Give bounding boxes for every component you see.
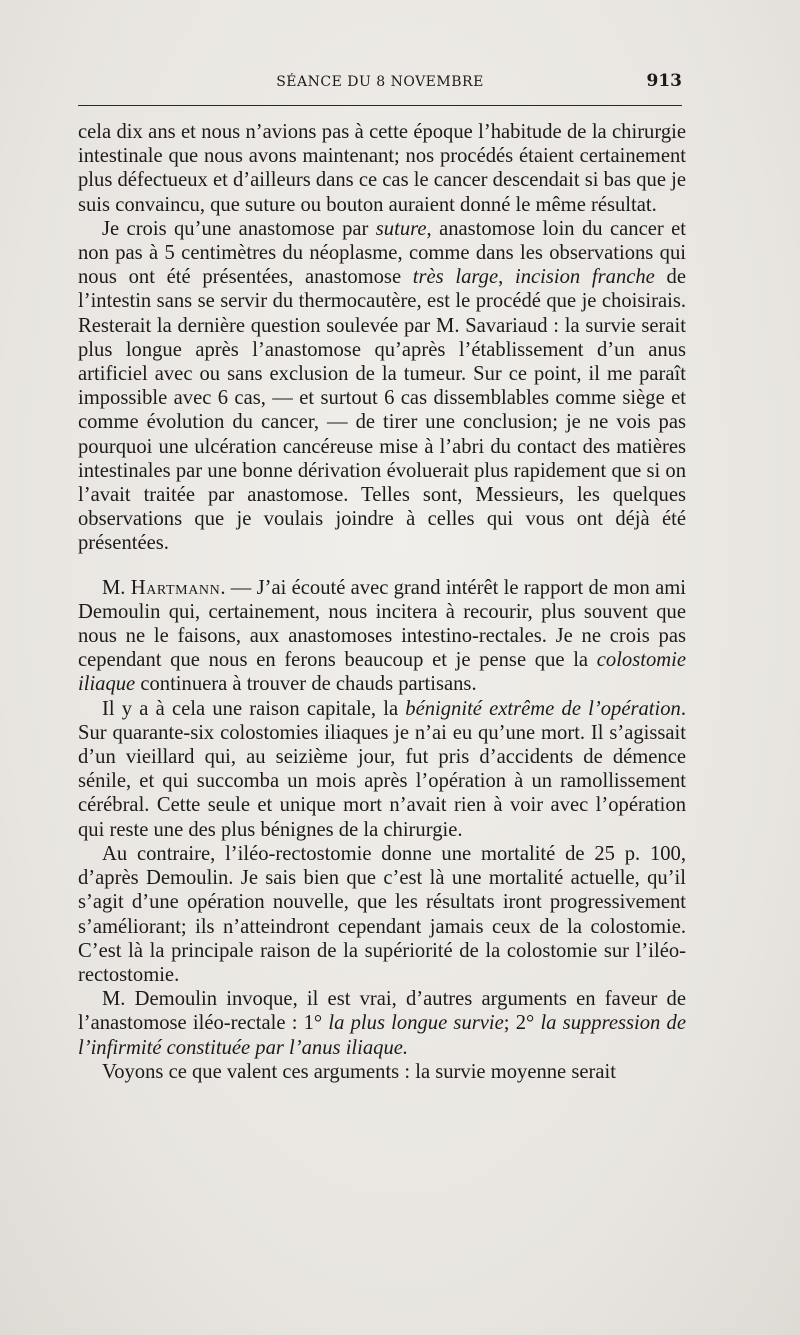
text-segment: ; 2° (503, 1012, 541, 1035)
text-segment: continuera à trouver de chauds partisans. (135, 673, 477, 696)
text-segment: . Sur quarante-six colostomies iliaques je n’ai eu qu’une mort. Il s’agissait d’un vieillard qui, au seizième jour, fut pris d’accidents de démence sénile, et qui succomba un mois après l’opération à un ramollissement cérébral. Cette seule et unique mort n’avait rien à voir avec l’opération qui reste une des plus bénignes de la chirurgie. (78, 697, 686, 841)
italic-text: suture (375, 217, 427, 240)
paragraph (78, 987, 686, 1060)
speaker-name: Hartmann (130, 576, 221, 599)
text-segment: , anastomose loin du cancer et non pas à 5 centimètres du néoplasme, comme dans les observations qui nous ont été présentées, anastomose (78, 217, 686, 289)
text-segment: . — J’ai écouté avec grand intérêt le rapport de mon ami Demoulin qui, certainement, nous incitera à recourir, plus souvent que nous ne le faisons, aux anastomoses intestino-rectales. Je ne crois pas cependant que nous en ferons beaucoup et je pense que la (78, 576, 686, 672)
running-title: SÉANCE DU 8 NOVEMBRE (276, 74, 484, 90)
italic-text: colostomie iliaque (78, 649, 686, 696)
page-number: 913 (646, 71, 682, 91)
text-segment: Il y a à cela une raison capitale, la (102, 697, 406, 720)
italic-text: très large (412, 266, 499, 289)
body-text (78, 120, 686, 1084)
text-segment: Au contraire, l’iléo-rectostomie donne une mortalité de 25 p. 100, d’après Demoulin. Je sais bien que c’est là une mortalité actuelle, qu’il s’agit d’une opération nouvelle, que les résultats iront progressivement s’améliorant; ils n’atteindront cependant jamais ceux de la colostomie. C’est là la principale raison de la supériorité de la colostomie sur l’iléo-rectostomie. (78, 842, 686, 986)
paragraph (78, 120, 686, 217)
italic-text: incision franche (514, 266, 655, 289)
text-segment: cela dix ans et nous n’avions pas à cette époque l’habitude de la chirurgie intestinale que nous avons maintenant; nos procédés étaient certainement plus défectueux et d’ailleurs dans ce cas le cancer descendait si bas que je suis convaincu, que suture ou bouton auraient donné le même résultat. (78, 121, 686, 216)
header-rule (78, 105, 682, 106)
paragraph (78, 697, 686, 842)
text-segment: M. (102, 576, 131, 599)
text-segment: Je crois qu’une anastomose par (102, 217, 376, 240)
paragraph (78, 576, 686, 697)
italic-text: la plus longue survie (328, 1012, 504, 1035)
text-segment: de l’intestin sans se servir du thermocautère, est le procédé que je choisirais. Resterait la dernière question soulevée par M. Savariaud : la survie serait plus longue après l’anastomose qu’après l’établissement d’un anus artificiel avec ou sans exclusion de la tumeur. Sur ce point, il me paraît impossible avec 6 cas, — et surtout 6 cas dissemblables comme siège et comme évolution du cancer, — de tirer une conclusion; je ne vois pas pourquoi une ulcération cancéreuse mise à l’abri du contact des matières intestinales par une bonne dérivation évoluerait plus rapidement que si on l’avait traitée par anastomose. Telles sont, Messieurs, les quelques observations que je voulais joindre à celles qui vous ont déjà été présentées. (78, 266, 686, 555)
italic-text: bénignité extrême de l’opération (405, 697, 681, 720)
page-header (78, 68, 682, 98)
text-segment: , (498, 266, 515, 289)
paragraph (78, 217, 686, 556)
paragraph (78, 1060, 686, 1084)
paragraph (78, 842, 686, 987)
text-segment: Voyons ce que valent ces arguments : la survie moyenne serait (102, 1060, 616, 1083)
italic-text: la suppression de l’infirmité constituée par l’anus iliaque. (78, 1012, 686, 1059)
text-segment: M. Demoulin invoque, il est vrai, d’autres arguments en faveur de l’anastomose iléo-rectale : 1° (78, 988, 686, 1035)
